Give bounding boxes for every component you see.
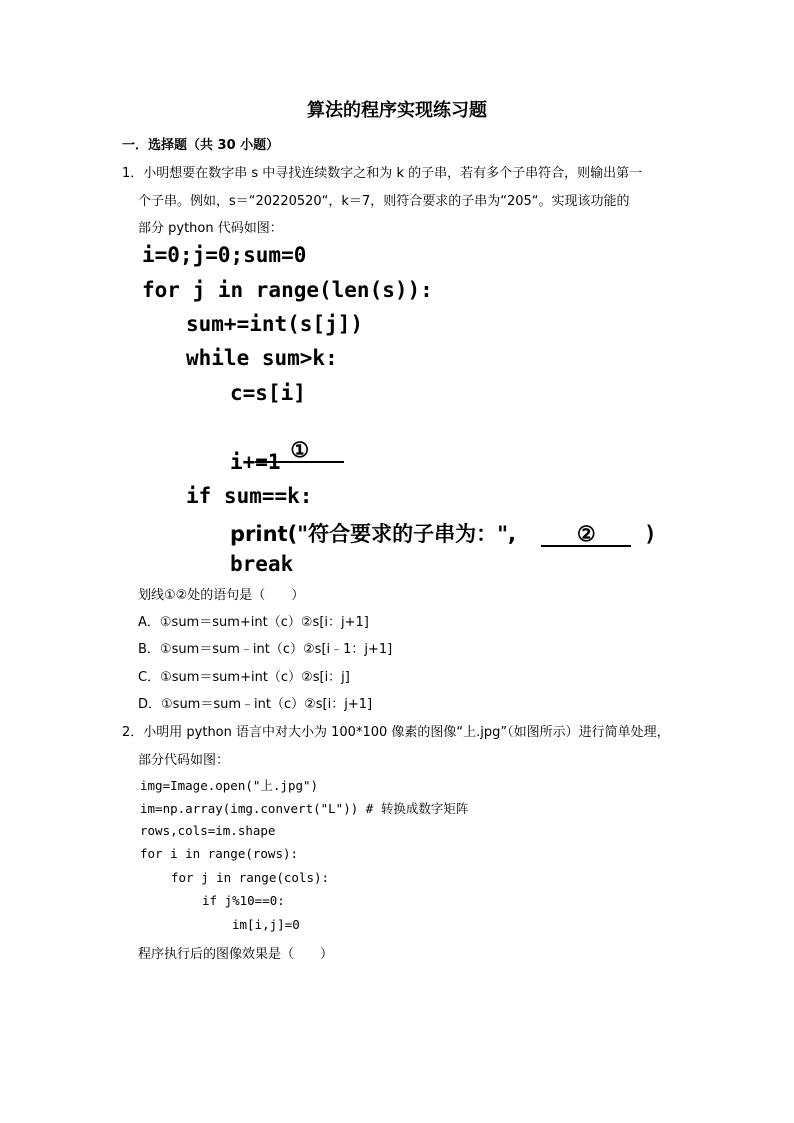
q1-stem-line-3: 部分 python 代码如图： — [138, 221, 283, 236]
q2-code-line-4: for i in range(rows): — [140, 846, 299, 861]
q1-code-line-2: for j in range(len(s)): — [142, 278, 433, 302]
q1-code-line-3: sum+=int(s[j]) — [186, 312, 364, 336]
section-heading: 一．选择题（共 30 小题） — [122, 138, 280, 153]
q2-code-line-1: img=Image.open("上.jpg") — [140, 778, 319, 793]
q1-stem-line-1: 1．小明想要在数字串 s 中寻找连续数字之和为 k 的子串，若有多个子串符合，则输出第一 — [122, 166, 643, 181]
q1-option-b: B．①sum＝sum﹣int（c）②s[i﹣1：j+1] — [138, 642, 393, 657]
q2-code-line-3: rows,cols=im.shape — [140, 823, 276, 838]
q1-code-line-8: break — [230, 552, 294, 576]
q1-option-d: D．①sum＝sum﹣int（c）②s[i：j+1] — [138, 697, 373, 712]
page-title: 算法的程序实现练习题 — [307, 100, 487, 121]
q2-stem-line-1: 2．小明用 python 语言中对大小为 100*100 像素的图像“上.jpg”（如图所示）进行简单处理， — [122, 725, 670, 740]
print-suffix: ) — [644, 522, 657, 546]
q2-code-line-2: im=np.array(img.convert("L")) # 转换成数字矩阵 — [140, 801, 469, 816]
q1-question: 划线①②处的语句是（ ） — [138, 588, 305, 603]
q2-code-line-6: if j%10==0: — [202, 893, 285, 908]
q2-code-line-5: for j in range(cols): — [171, 870, 330, 885]
q1-print-line — [230, 518, 657, 548]
blank-2-label: ② — [541, 523, 631, 547]
q1-stem-line-2: 个子串。例如，s＝“20220520“，k＝7，则符合要求的子串为“205“。实现该功能的 — [138, 194, 630, 209]
q1-code-line-7: if sum==k: — [186, 484, 313, 508]
q2-question: 程序执行后的图像效果是（ ） — [138, 947, 334, 962]
q1-code-line-4: while sum>k: — [186, 346, 338, 370]
q1-option-a: A．①sum＝sum+int（c）②s[i：j+1] — [138, 615, 369, 630]
q2-code-line-7: im[i,j]=0 — [232, 917, 300, 932]
q1-code-line-1: i=0;j=0;sum=0 — [142, 243, 307, 267]
q1-option-c: C．①sum＝sum+int（c）②s[i：j] — [138, 670, 350, 685]
q1-code-line-5: c=s[i] — [230, 381, 306, 405]
print-prefix: print("符合要求的子串为：", — [230, 522, 517, 546]
q1-code-line-6: i+=1 — [230, 450, 281, 474]
q2-stem-line-2: 部分代码如图： — [138, 753, 230, 768]
blank-1-label: ① — [255, 439, 344, 463]
